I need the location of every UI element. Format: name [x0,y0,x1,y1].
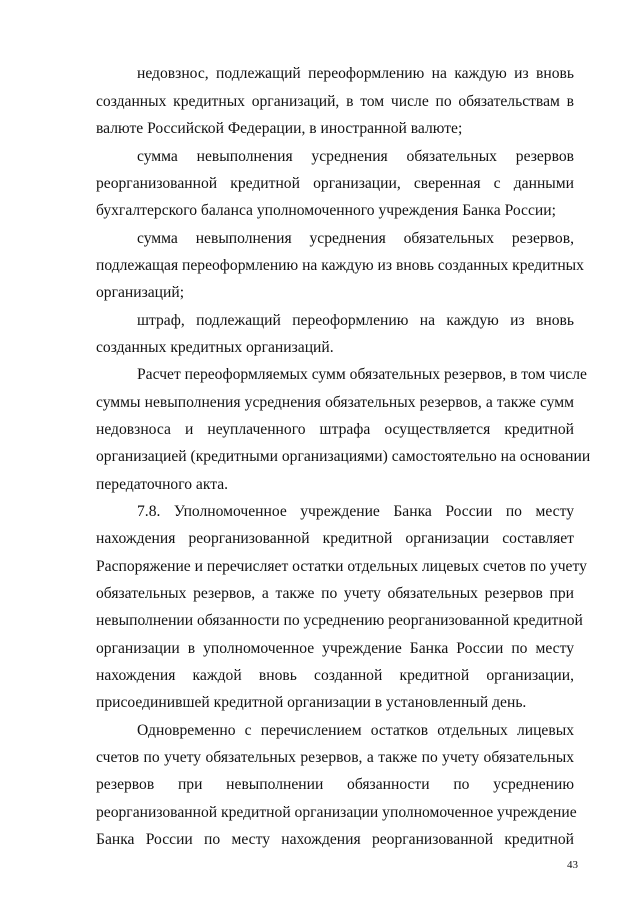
text-line: резервов при невыполнении обязанности по усреднению [96,776,574,793]
text-line: валюте Российской Федерации, в иностранной валюте; [96,120,463,137]
page-number: 43 [567,859,578,871]
text-line: Расчет переоформляемых сумм обязательных резервов, в том числе [137,366,587,383]
text-line: обязательных резервов, а также по учету обязательных резервов при [96,585,574,602]
text-line: нахождения каждой вновь созданной кредитной организации, [96,667,574,684]
text-line: Распоряжение и перечисляет остатки отдельных лицевых счетов по учету [96,558,587,575]
text-line: штраф, подлежащий переоформлению на каждую из вновь [137,312,574,329]
text-line: созданных кредитных организаций. [96,339,334,356]
text-line: реорганизованной кредитной организации, сверенная с данными [96,175,574,192]
text-line: суммы невыполнения усреднения обязательных резервов, а также сумм [96,394,574,411]
text-line: созданных кредитных организаций, в том числе по обязательствам в [96,93,574,110]
text-line: реорганизованной кредитной организации уполномоченное учреждение [96,804,577,821]
text-line: сумма невыполнения усреднения обязательных резервов, [137,230,574,247]
text-line: организацией (кредитными организациями) самостоятельно на основании [96,448,591,465]
text-line: присоединившей кредитной организации в установленный день. [96,694,527,711]
text-line: нахождения реорганизованной кредитной организации составляет [96,530,574,547]
text-line: недовзнос, подлежащий переоформлению на каждую из вновь [137,65,574,82]
text-line: недовзноса и неуплаченного штрафа осуществляется кредитной [96,421,574,438]
text-line: бухгалтерского баланса уполномоченного учреждения Банка России; [96,202,556,219]
text-line: Одновременно с перечислением остатков отдельных лицевых [137,722,574,739]
text-line: организации в уполномоченное учреждение Банка России по месту [96,640,574,657]
text-line: невыполнении обязанности по усреднению реорганизованной кредитной [96,612,583,629]
text-line: сумма невыполнения усреднения обязательных резервов [137,148,574,165]
text-line: 7.8. Уполномоченное учреждение Банка России по месту [137,503,574,520]
text-line: счетов по учету обязательных резервов, а также по учету обязательных [96,749,574,766]
text-line: организаций; [96,284,185,301]
text-line: Банка России по месту нахождения реорганизованной кредитной [96,831,574,848]
text-line: подлежащая переоформлению на каждую из вновь созданных кредитных [96,257,584,274]
text-line: передаточного акта. [96,476,229,493]
